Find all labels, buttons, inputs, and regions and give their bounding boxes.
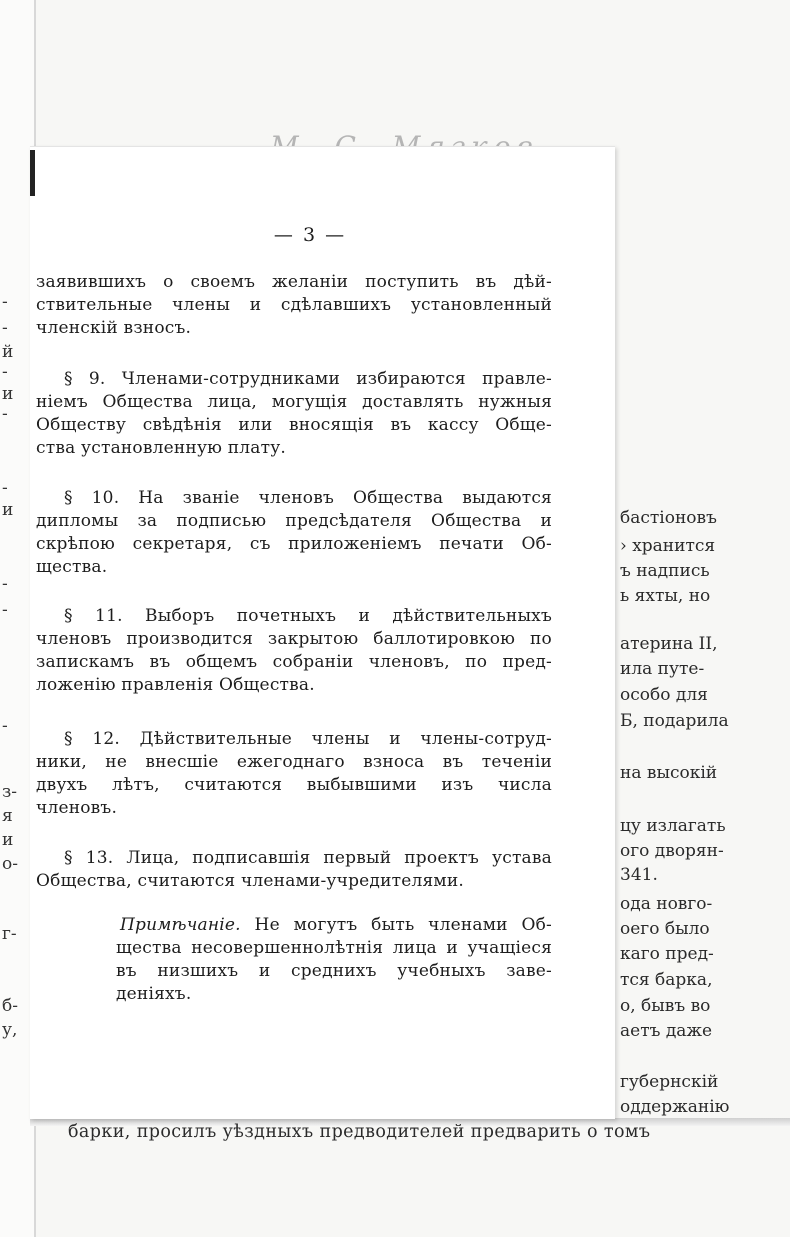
left-fragment: я <box>2 806 13 826</box>
text-line: § 11. Выборъ почетныхъ и дѣйствительныхъ <box>64 606 552 626</box>
text-line: въ низшихъ и среднихъ учебныхъ заве- <box>116 961 552 981</box>
text-line: запискамъ въ общемъ собраніи членовъ, по пред- <box>36 652 552 672</box>
paragraph-continuation <box>36 271 552 340</box>
left-fragment: и <box>2 500 14 520</box>
left-fragment: й <box>2 342 14 362</box>
text-line: § 9. Членами-сотрудниками избираются правле- <box>64 369 552 389</box>
left-fragment: и <box>2 830 14 850</box>
text-line: ніемъ Общества лица, могущія доставлять нужныя <box>36 392 552 412</box>
text-line: членовъ производится закрытою баллотировкою по <box>36 629 552 649</box>
paragraph-section-10 <box>36 487 552 579</box>
left-fragment: у, <box>2 1020 18 1040</box>
left-fragment: з- <box>2 782 18 802</box>
left-fragment: и <box>2 384 14 404</box>
left-fragment: - <box>2 478 8 498</box>
right-line: каго пред- <box>620 944 714 964</box>
remark-text: Не могутъ быть членами Об- <box>240 915 552 935</box>
left-fragment: - <box>2 404 8 424</box>
text-line <box>116 914 552 937</box>
right-line: ь яхты, но <box>620 586 711 606</box>
text-line: дипломы за подписью предсѣдателя Общества и <box>36 511 552 531</box>
right-line: губернскій <box>620 1072 719 1092</box>
left-fragment: о- <box>2 854 18 874</box>
right-line: ого дворян- <box>620 841 724 861</box>
left-fragment: - <box>2 318 8 338</box>
text-line: Обществу свѣдѣнія или вносящія въ кассу Обще- <box>36 415 552 435</box>
right-line: о, бывъ во <box>620 996 711 1016</box>
left-fragment: - <box>2 574 8 594</box>
left-fragment: г- <box>2 924 17 944</box>
right-line: ъ надпись <box>620 561 710 581</box>
left-fragment: б- <box>2 996 18 1016</box>
paragraph-section-9 <box>36 368 552 460</box>
right-line: аетъ даже <box>620 1021 713 1041</box>
right-line: оего было <box>620 919 710 939</box>
text-line: щества. <box>36 557 108 577</box>
right-line: ила путе- <box>620 659 705 679</box>
paragraph-section-11 <box>36 605 552 697</box>
right-line: тся барка, <box>620 970 713 990</box>
right-line: › хранится <box>620 536 716 556</box>
left-fragment: - <box>2 600 8 620</box>
right-line: оддержанію <box>620 1097 730 1117</box>
paragraph-section-13 <box>36 847 552 893</box>
text-line: ложенію правленія Общества. <box>36 675 315 695</box>
text-line: § 13. Лица, подписавшія первый проектъ устава <box>64 848 552 868</box>
text-line: членовъ. <box>36 798 118 818</box>
page-number: — 3 — <box>273 224 347 246</box>
text-line: ствительные члены и сдѣлавшихъ установленный <box>36 295 552 315</box>
page-edge-mark <box>30 150 35 196</box>
left-fragment: - <box>2 362 8 382</box>
right-line: атерина II, <box>620 634 718 654</box>
footnote-remark <box>116 914 552 1006</box>
remark-label: Примѣчаніе. <box>120 915 241 935</box>
bottom-text-line: барки, просилъ уѣздныхъ предводителей предварить о томъ <box>68 1122 651 1142</box>
text-line: щества несовершеннолѣтнія лица и учащіеся <box>116 938 552 958</box>
right-line: на высокій <box>620 763 718 783</box>
left-fragment: - <box>2 716 8 736</box>
text-line: Общества, считаются членами-учредителями. <box>36 871 464 891</box>
right-line: цу излагать <box>620 816 726 836</box>
text-line: заявившихъ о своемъ желаніи поступить въ дѣй- <box>36 272 552 292</box>
text-line: § 10. На званіе членовъ Общества выдаются <box>64 488 552 508</box>
right-line: 341. <box>620 865 658 885</box>
text-line: ства установленную плату. <box>36 438 287 458</box>
right-line: ода новго- <box>620 894 713 914</box>
text-line: двухъ лѣтъ, считаются выбывшими изъ числа <box>36 775 552 795</box>
right-line: Б, подарила <box>620 711 729 731</box>
text-line: ники, не внесшіе ежегоднаго взноса въ теченіи <box>36 752 552 772</box>
paragraph-section-12 <box>36 728 552 820</box>
text-line: членскій взносъ. <box>36 318 192 338</box>
text-line: скрѣпою секретаря, съ приложеніемъ печати Об- <box>36 534 552 554</box>
right-line: особо для <box>620 685 708 705</box>
left-fragment: - <box>2 292 8 312</box>
text-line: деніяхъ. <box>116 984 192 1004</box>
right-line: бастіоновъ <box>620 508 717 528</box>
text-line: § 12. Дѣйствительные члены и члены-сотруд- <box>64 729 552 749</box>
